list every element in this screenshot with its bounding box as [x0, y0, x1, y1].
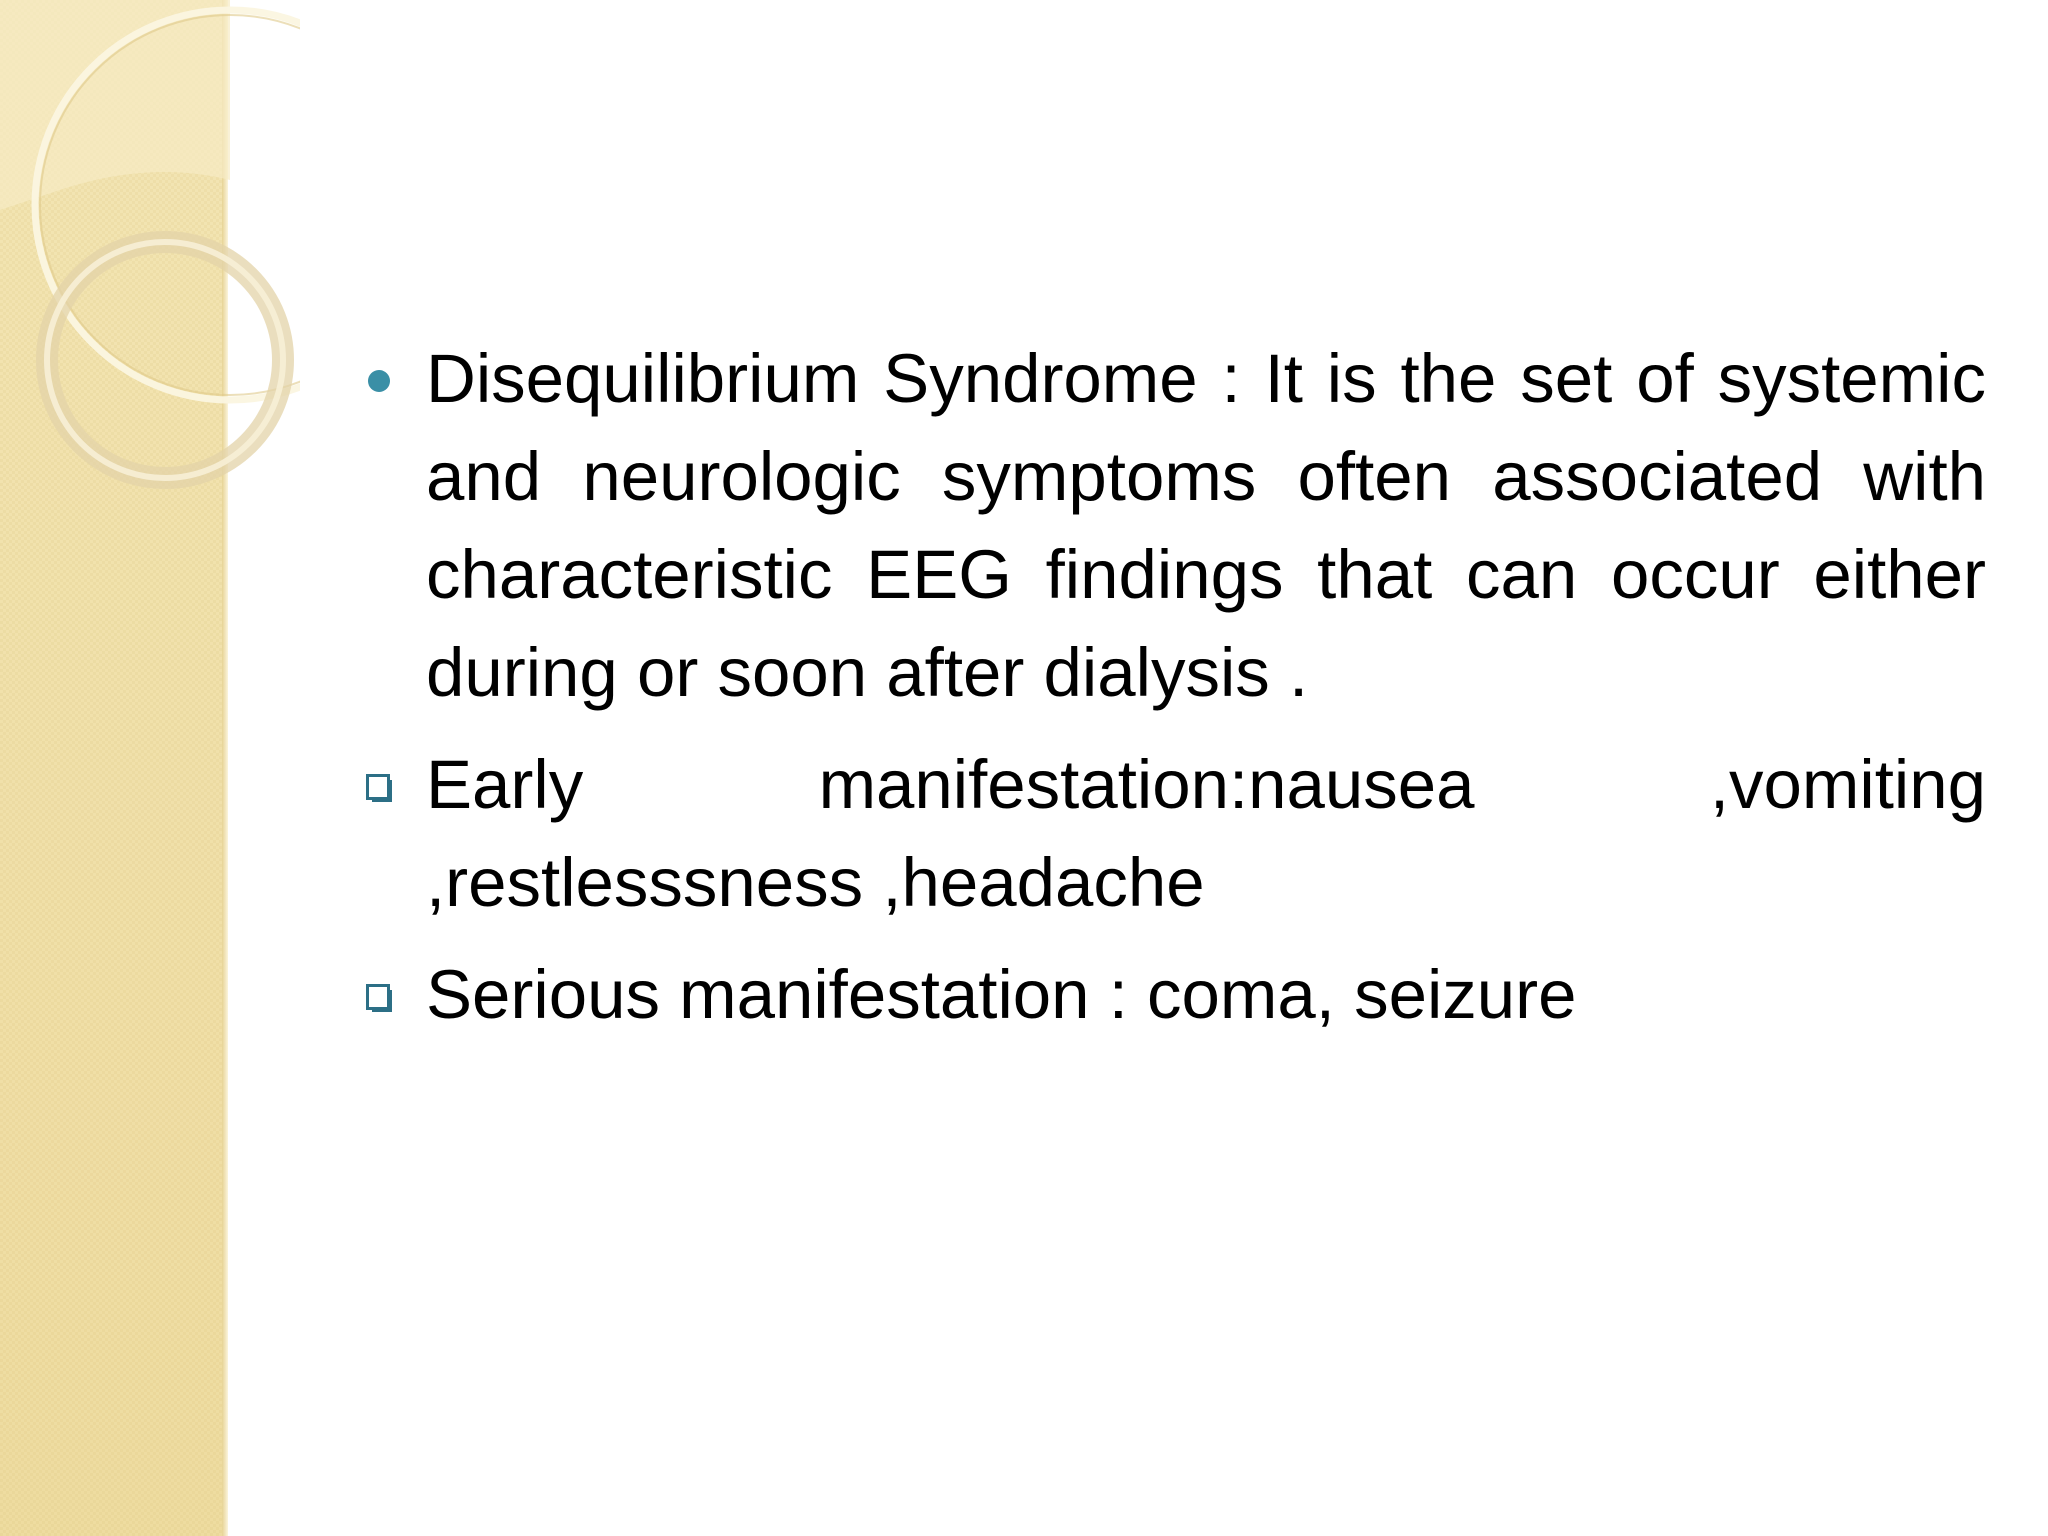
list-item [366, 736, 1986, 932]
decorative-rings [0, 0, 300, 520]
slide-body [366, 330, 1986, 1058]
list-item [366, 330, 1986, 722]
list-item-text: Serious manifestation : coma, seizure [426, 956, 1577, 1033]
list-item-text: Early manifestation:nausea ,vomiting ,restlesssness ,headache [426, 746, 1986, 921]
bullet-dot-icon [368, 370, 390, 392]
list-item [366, 946, 1986, 1044]
list-item-text: Disequilibrium Syndrome : It is the set of systemic and neurologic symptoms often associated with characteristic EEG findings that can occur either during or soon after dialysis . [426, 340, 1986, 711]
square-bullet-icon [366, 774, 394, 804]
square-bullet-icon [366, 984, 394, 1014]
